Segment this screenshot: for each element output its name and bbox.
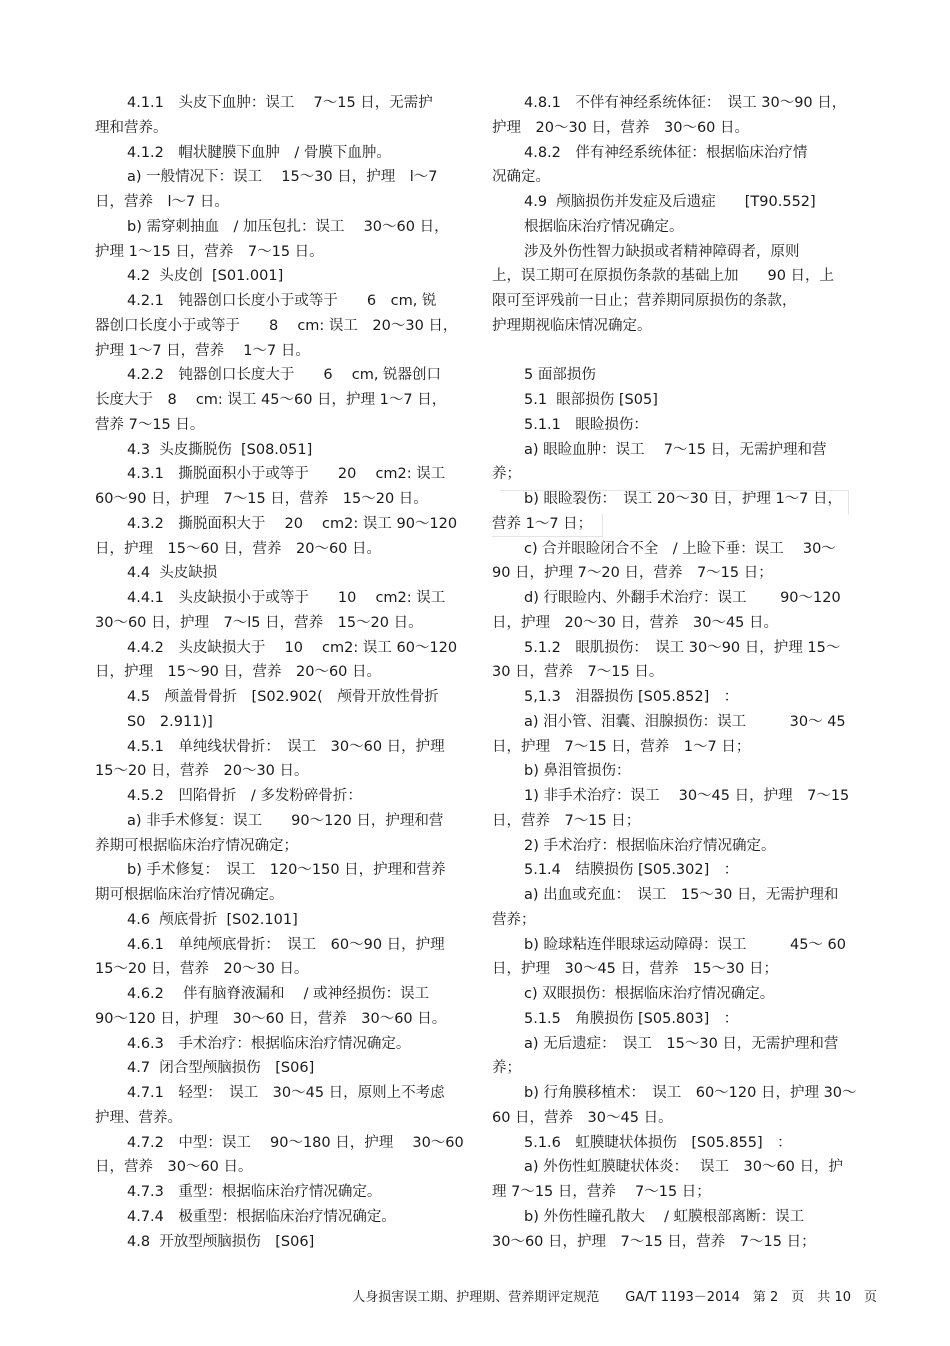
text-frame-bottom bbox=[492, 514, 603, 537]
text-line: b) 睑球粘连伴眼球运动障碍：误工 45～ 60 bbox=[524, 936, 846, 953]
text-line: 日，护理 15～90 日，营养 20～60 日。 bbox=[95, 664, 382, 681]
text-line: 护理 1～7 日，营养 1～7 日。 bbox=[95, 342, 310, 359]
text-line: 5,1.3 泪器损伤 [S05.852] ： bbox=[524, 689, 739, 705]
text-line: 养期可根据临床治疗情况确定； bbox=[95, 837, 298, 854]
text-line: 护理 20～30 日，营养 30～60 日。 bbox=[492, 119, 750, 136]
text-line: d) 行眼睑内、外翻手术治疗：误工 90～120 bbox=[524, 590, 841, 606]
text-line: 涉及外伤性智力缺损或者精神障碍者，原则 bbox=[524, 243, 800, 260]
footer-title: 人身损害误工期、护理期、营养期评定规范 bbox=[352, 1290, 600, 1305]
text-line: 4.7.2 中型：误工 90～180 日，护理 30～60 bbox=[127, 1134, 464, 1151]
text-line: 根据临床治疗情况确定。 bbox=[524, 218, 684, 235]
text-line: 4.4.1 头皮缺损小于或等于 10 cm2: 误工 bbox=[127, 590, 446, 606]
text-line: 15～20 日，营养 20～30 日。 bbox=[95, 763, 309, 780]
text-line: b) 外伤性瞳孔散大 / 虹膜根部离断：误工 bbox=[524, 1208, 805, 1225]
text-line: 4.6.2 伴有脑脊液漏和 / 或神经损伤：误工 bbox=[127, 986, 430, 1002]
text-line: a) 一般情况下：误工 15～30 日，护理 l～7 bbox=[127, 169, 438, 186]
text-line: 日，护理 30～45 日，营养 15～30 日； bbox=[492, 961, 779, 978]
text-line: 4.8.2 伴有神经系统体征：根据临床治疗情 bbox=[524, 144, 808, 161]
text-line: 营养 1～7 日； bbox=[492, 515, 593, 532]
text-line: 护理、营养。 bbox=[95, 1109, 182, 1126]
text-line: 4.7.3 重型：根据临床治疗情况确定。 bbox=[127, 1184, 382, 1200]
text-line: b) 需穿刺抽血 / 加压包扎：误工 30～60 日， bbox=[127, 218, 449, 235]
text-line: 日，营养 7～15 日； bbox=[492, 812, 641, 829]
text-line: 90 日，护理 7～20 日，营养 7～15 日； bbox=[492, 565, 773, 582]
text-line: 4.7 闭合型颅脑损伤 [S06] bbox=[127, 1060, 315, 1077]
text-line: 30～60 日，护理 7～15 日，营养 7～15 日； bbox=[492, 1233, 816, 1250]
footer-page: 第 2 页 共 10 页 bbox=[752, 1290, 877, 1305]
right-column bbox=[492, 91, 857, 1254]
text-line: 4.7.1 轻型： 误工 30～45 日，原则上不考虑 bbox=[127, 1085, 445, 1101]
text-line: 4.6.1 单纯颅底骨折： 误工 60～90 日，护理 bbox=[127, 936, 445, 953]
text-line: a) 外伤性虹膜睫状体炎： 误工 30～60 日，护 bbox=[524, 1159, 844, 1176]
text-line: 4.3.2 撕脱面积大于 20 cm2: 误工 90～120 bbox=[127, 515, 458, 532]
text-line: a) 眼睑血肿：误工 7～15 日，无需护理和营 bbox=[524, 441, 827, 458]
text-line: 5.1.6 虹膜睫状体损伤 [S05.855] ： bbox=[524, 1134, 792, 1151]
text-line: 营养； bbox=[492, 911, 536, 928]
text-line: 2) 手术治疗：根据临床治疗情况确定。 bbox=[524, 837, 776, 854]
text-line: 日，营养 30～60 日。 bbox=[95, 1159, 253, 1176]
text-line: 60～90 日，护理 7～15 日，营养 15～20 日。 bbox=[95, 491, 428, 507]
text-line: 4.8 开放型颅脑损伤 [S06] bbox=[127, 1233, 315, 1250]
text-line: 1) 非手术治疗：误工 30～45 日，护理 7～15 bbox=[524, 788, 850, 804]
text-line: 护理 1～15 日，营养 7～15 日。 bbox=[95, 243, 324, 260]
text-line: 日，护理 15～60 日，营养 20～60 日。 bbox=[95, 540, 382, 557]
text-frame-top bbox=[500, 490, 849, 515]
text-line: 器创口长度小于或等于 8 cm: 误工 20～30 日， bbox=[95, 317, 458, 334]
text-line: 4.3 头皮撕脱伤 [S08.051] bbox=[127, 441, 313, 458]
text-line: 4.5 颅盖骨骨折 [S02.902( 颅骨开放性骨折 bbox=[127, 689, 439, 705]
text-line: 4.4.2 头皮缺损大于 10 cm2: 误工 60～120 bbox=[127, 639, 458, 656]
text-line: 4.7.4 极重型：根据临床治疗情况确定。 bbox=[127, 1208, 396, 1225]
text-line: 期可根据临床治疗情况确定。 bbox=[95, 887, 284, 903]
text-line: 5.1.5 角膜损伤 [S05.803] ： bbox=[524, 1010, 739, 1027]
text-line: 4.2 头皮创 [S01.001] bbox=[127, 268, 284, 285]
text-line: 5.1.1 眼睑损伤： bbox=[524, 416, 648, 433]
text-line: 5 面部损伤 bbox=[524, 367, 596, 384]
text-line: 4.1.1 头皮下血肿：误工 7～15 日，无需护 bbox=[127, 95, 433, 111]
text-line: c) 双眼损伤：根据临床治疗情况确定。 bbox=[524, 986, 775, 1002]
text-line: a) 非手术修复：误工 90～120 日，护理和营 bbox=[127, 812, 444, 829]
text-line: 日，营养 l～7 日。 bbox=[95, 194, 229, 210]
text-line: 4.2.2 钝器创口长度大于 6 cm, 锐器创口 bbox=[127, 367, 442, 384]
text-line: 理和营养。 bbox=[95, 119, 168, 136]
text-line bbox=[492, 339, 852, 364]
text-line: 护理期视临床情况确定。 bbox=[492, 317, 652, 334]
text-line: 30 日，营养 7～15 日。 bbox=[492, 664, 664, 681]
text-line: 60 日，营养 30～45 日。 bbox=[492, 1109, 673, 1126]
text-line: 4.5.2 凹陷骨折 / 多发粉碎骨折： bbox=[127, 788, 362, 804]
text-line: b) 眼睑裂伤： 误工 20～30 日，护理 1～7 日， bbox=[524, 491, 843, 507]
text-line: 日，护理 7～15 日，营养 1～7 日； bbox=[492, 738, 751, 755]
text-line: 5.1.2 眼肌损伤： 误工 30～90 日，护理 15～ bbox=[524, 639, 841, 656]
text-line: a) 无后遗症： 误工 15～30 日，无需护理和营 bbox=[524, 1035, 839, 1052]
text-line: 限可至评残前一日止；营养期同原损伤的条款， bbox=[492, 293, 797, 309]
text-line: 养； bbox=[492, 1060, 521, 1077]
text-line: 长度大于 8 cm: 误工 45～60 日，护理 1～7 日， bbox=[95, 392, 447, 408]
text-line: 4.3.1 撕脱面积小于或等于 20 cm2: 误工 bbox=[127, 466, 446, 483]
text-line: b) 鼻泪管损伤： bbox=[524, 763, 631, 780]
text-line: b) 手术修复： 误工 120～150 日，护理和营养 bbox=[127, 862, 446, 879]
text-line: 营养 7～15 日。 bbox=[95, 416, 205, 433]
text-line: 30～60 日，护理 7～l5 日，营养 15～20 日。 bbox=[95, 614, 423, 631]
text-line: 4.4 头皮缺损 bbox=[127, 565, 218, 582]
footer-code: GA/T 1193－2014 bbox=[625, 1290, 740, 1305]
text-line: 况确定。 bbox=[492, 169, 550, 186]
text-line: 4.6 颅底骨折 [S02.101] bbox=[127, 911, 298, 928]
text-line: a) 泪小管、泪囊、泪腺损伤：误工 30～ 45 bbox=[524, 713, 846, 730]
text-line: 养； bbox=[492, 466, 521, 483]
text-line: b) 行角膜移植术： 误工 60～120 日，护理 30～ bbox=[524, 1085, 857, 1101]
text-line: 4.6.3 手术治疗：根据临床治疗情况确定。 bbox=[127, 1035, 411, 1052]
text-line: 90～120 日，护理 30～60 日，营养 30～60 日。 bbox=[95, 1010, 447, 1027]
text-line: 4.5.1 单纯线状骨折： 误工 30～60 日，护理 bbox=[127, 738, 445, 755]
text-line: a) 出血或充血： 误工 15～30 日，无需护理和 bbox=[524, 887, 839, 903]
text-line: 上，误工期可在原损伤条款的基础上加 90 日，上 bbox=[492, 268, 835, 285]
left-column bbox=[95, 91, 464, 1254]
text-line: 15～20 日，营养 20～30 日。 bbox=[95, 961, 309, 978]
text-line: 5.1.4 结膜损伤 [S05.302] ： bbox=[524, 862, 739, 879]
text-line: 4.8.1 不伴有神经系统体征： 误工 30～90 日， bbox=[524, 95, 847, 111]
text-line: 理 7～15 日，营养 7～15 日； bbox=[492, 1184, 711, 1200]
text-line: 4.9 颅脑损伤并发症及后遗症 [T90.552] bbox=[524, 194, 816, 210]
text-line: c) 合并眼睑闭合不全 / 上睑下垂：误工 30～ bbox=[524, 540, 836, 557]
text-line: S0 2.911)] bbox=[127, 713, 213, 730]
text-line: 4.1.2 帽状腱膜下血肿 / 骨膜下血肿。 bbox=[127, 144, 391, 161]
text-line: 4.2.1 钝器创口长度小于或等于 6 cm, 锐 bbox=[127, 293, 437, 309]
page-footer bbox=[344, 1271, 877, 1305]
text-line: 日，护理 20～30 日，营养 30～45 日。 bbox=[492, 614, 779, 631]
text-line: 5.1 眼部损伤 [S05] bbox=[524, 392, 658, 408]
